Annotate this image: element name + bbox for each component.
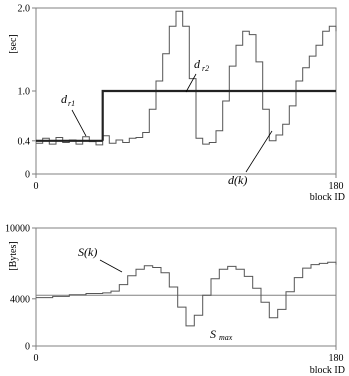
- annotation-sk-label: S(k): [78, 245, 98, 259]
- delay-chart: [8, 4, 345, 204]
- x-tick-label: 0: [33, 353, 39, 364]
- annotation-dk: [228, 131, 272, 187]
- y-axis-title: [sec]: [8, 34, 19, 54]
- x-axis-title: block ID: [309, 192, 345, 203]
- y-tick-label: 4000: [10, 294, 30, 306]
- annotation-dr2-sub: r2: [202, 64, 210, 73]
- y-tick-label: 2.0: [17, 3, 30, 15]
- y-tick-label: 1.0: [17, 86, 30, 98]
- annotation-dk-label: d(k): [228, 173, 248, 187]
- series-line-d-k: [36, 11, 336, 145]
- y-tick-label: 0.4: [17, 136, 30, 148]
- annotation-dr1-base: d: [61, 92, 67, 106]
- buffer-chart: [5, 224, 345, 376]
- series-line-dr2: [103, 91, 336, 141]
- annotation-sk: [78, 245, 122, 272]
- y-tick-label: 0: [25, 341, 30, 353]
- y-tick-label: 10000: [5, 223, 30, 235]
- x-tick-label: 0: [33, 181, 39, 192]
- annotation-smax-sub: max: [219, 333, 233, 342]
- annotation-smax-base: S: [210, 327, 216, 341]
- series-line-s-k: [36, 262, 336, 326]
- x-tick-label: 180: [328, 181, 344, 192]
- annotation-smax: [210, 327, 233, 342]
- y-axis-title: [Bytes]: [8, 241, 19, 271]
- annotation-dr1: [61, 92, 86, 136]
- annotation-dr1-sub: r1: [68, 99, 76, 108]
- x-tick-label: 180: [328, 353, 344, 364]
- y-tick-label: 0: [25, 169, 30, 181]
- annotation-dr2-base: d: [194, 57, 200, 71]
- x-axis-title: block ID: [309, 365, 345, 376]
